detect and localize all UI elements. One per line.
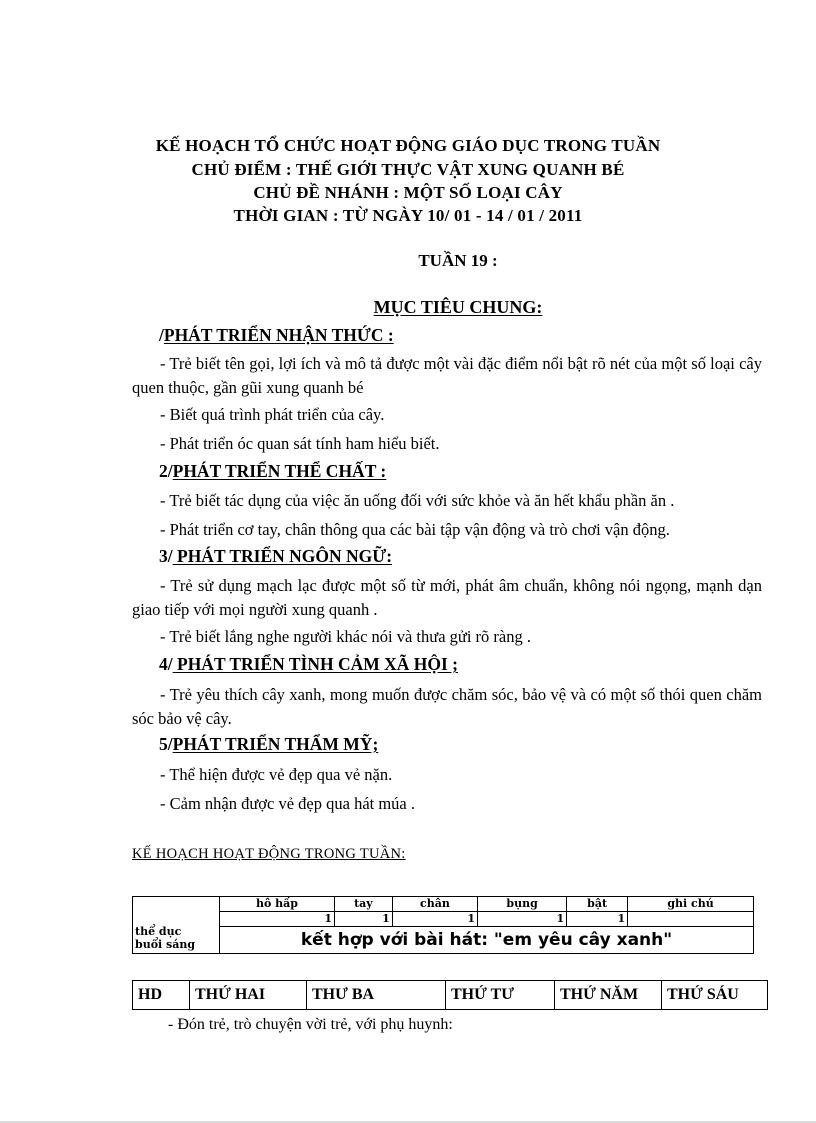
count-cell: 1 [392,912,477,927]
paragraph: - Trẻ biết tên gọi, lợi ích và mô tả được một vài đặc điểm nổi bật rõ nét của một số loại cây quen thuộc, gần gũi xung quanh bé [132,354,762,397]
section-heading [159,325,394,346]
column-header: chân [392,897,477,912]
section-title: PHÁT TRIỂN THỂ CHẤT : [172,461,387,481]
column-header: ghi chú [628,897,754,912]
paragraph: - Phát triển cơ tay, chân thông qua các bài tập vận động và trò chơi vận động. [160,520,670,539]
column-header: hô hấp [220,897,335,912]
column-header: THỨ SÁU [662,981,768,1010]
paragraph: - Cảm nhận được vẻ đẹp qua hát múa . [160,794,416,813]
column-header: THỨ TƯ [446,981,555,1010]
column-header: THỨ HAI [190,981,307,1010]
theme-heading: CHỦ ĐIỂM : THẾ GIỚI THỰC VẬT XUNG QUANH BÉ [191,160,625,179]
column-header: bụng [478,897,567,912]
weekly-schedule-table [132,980,768,1010]
column-header: THỨ NĂM [555,981,662,1010]
song-cell: kết hợp với bài hát: "em yêu cây xanh" [220,927,754,954]
plan-heading: KẾ HOẠCH TỔ CHỨC HOẠT ĐỘNG GIÁO DỤC TRONG TUẦN [155,136,661,155]
paragraph: - Phát triển óc quan sát tính ham hiểu biết. [160,434,440,453]
row-label-cell [133,897,220,954]
section-prefix: / [159,325,164,345]
count-cell: 1 [335,912,393,927]
morning-exercise-table [132,896,754,954]
section-prefix: 5/ [159,734,173,754]
goals-title: MỤC TIÊU CHUNG: [373,297,543,317]
section-title: PHÁT TRIỂN THẨM MỸ; [172,734,379,754]
weekly-plan-title: KẾ HOẠCH HOẠT ĐỘNG TRONG TUẦN: [132,846,406,862]
paragraph: - Thể hiện được vẻ đẹp qua vẻ nặn. [160,765,393,784]
week-label: TUẦN 19 : [418,251,498,270]
section-heading [159,734,378,755]
count-cell [628,912,754,927]
section-prefix: 2/ [159,461,173,481]
row-label-line: thể dục [135,925,182,938]
row-label-line: buổi sáng [135,938,196,951]
paragraph: - Trẻ yêu thích cây xanh, mong muốn được chăm sóc, bảo vệ và có một số thói quen chăm sóc bảo vệ cây. [132,685,762,728]
section-title: PHÁT TRIỂN TÌNH CẢM XÃ HỘI ; [172,654,459,674]
section-heading [159,546,392,567]
column-header: THƯ BA [307,981,446,1010]
subtheme-heading: CHỦ ĐỀ NHÁNH : MỘT SỐ LOẠI CÂY [253,183,563,202]
paragraph: - Biết quá trình phát triển của cây. [160,405,385,424]
section-title: PHÁT TRIỂN NGÔN NGỮ: [172,546,393,566]
table-row [133,897,754,912]
column-header: tay [335,897,393,912]
paragraph: - Trẻ biết lắng nghe người khác nói và thưa gửi rõ ràng . [160,627,531,646]
reception-activity-line: - Đón trẻ, trò chuyện vời trẻ, với phụ huynh: [168,1016,453,1033]
column-header: HD [133,981,190,1010]
date-range-heading: THỜI GIAN : TỪ NGÀY 10/ 01 - 14 / 01 / 2011 [233,206,583,225]
table-row [133,981,768,1010]
section-title: PHÁT TRIỂN NHẬN THỨC : [163,325,394,345]
count-cell: 1 [220,912,335,927]
section-heading [159,461,386,482]
column-header: bật [567,897,628,912]
table-row [133,927,754,954]
section-prefix: 3/ [159,546,173,566]
section-prefix: 4/ [159,654,173,674]
paragraph: - Trẻ sử dụng mạch lạc được một số từ mới, phát âm chuẩn, không nói ngọng, mạnh dạn giao tiếp với mọi người xung quanh . [132,576,762,619]
table-row [133,912,754,927]
section-heading [159,654,458,675]
paragraph: - Trẻ biết tác dụng của việc ăn uống đối với sức khỏe và ăn hết khẩu phần ăn . [160,491,675,510]
count-cell: 1 [478,912,567,927]
count-cell: 1 [567,912,628,927]
